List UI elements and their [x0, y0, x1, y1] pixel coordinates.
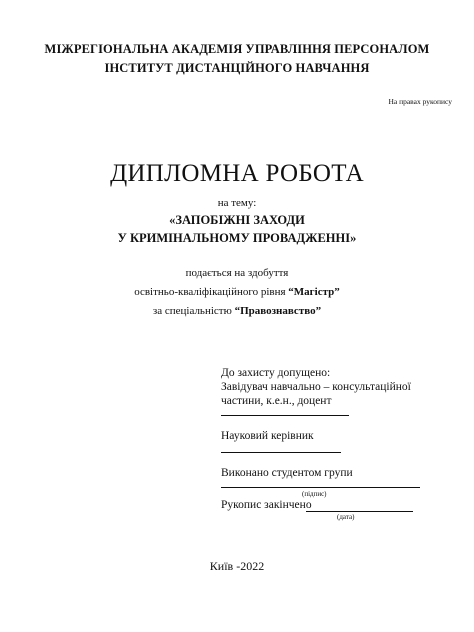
degree-line-3 — [0, 305, 474, 317]
approval-line-3: частини, к.е.н., доцент — [221, 395, 332, 407]
supervisor-signature-line — [221, 452, 341, 453]
city-year: Київ -2022 — [209, 559, 265, 573]
degree-line-1: подається на здобуття — [185, 267, 289, 279]
topic-line-2: У КРИМІНАЛЬНОМУ ПРОВАДЖЕННІ» — [117, 231, 357, 245]
degree-level: “Магістр” — [288, 286, 340, 298]
degree-line-2 — [0, 286, 474, 298]
approval-line-2: Завідувач навчально – консультаційної — [221, 381, 411, 393]
degree-line-2-prefix: освітньо-кваліфікаційного рівня — [134, 286, 289, 298]
topic-label: на тему: — [217, 197, 257, 209]
manuscript-date-line — [306, 511, 413, 512]
approval-signature-line — [221, 415, 349, 416]
specialty: “Правознавство” — [234, 305, 322, 317]
supervisor-label: Науковий керівник — [221, 430, 314, 442]
date-caption: (дата) — [337, 513, 355, 521]
academy-name: МІЖРЕГІОНАЛЬНА АКАДЕМІЯ УПРАВЛІННЯ ПЕРСОНАЛОМ — [44, 42, 430, 56]
topic-line-1: «ЗАПОБІЖНІ ЗАХОДИ — [169, 213, 305, 227]
signature-caption: (підпис) — [302, 490, 327, 498]
approval-line-1: До захисту допущено: — [221, 367, 331, 379]
manuscript-label: Рукопис закінчено — [221, 499, 312, 511]
student-label: Виконано студентом групи — [221, 467, 353, 479]
student-signature-line — [221, 487, 420, 488]
document-title: ДИПЛОМНА РОБОТА — [110, 160, 364, 187]
degree-line-3-prefix: за спеціальністю — [152, 305, 235, 317]
institute-name: ІНСТИТУТ ДИСТАНЦІЙНОГО НАВЧАННЯ — [104, 61, 370, 75]
rights-note: На правах рукопису — [388, 97, 452, 106]
